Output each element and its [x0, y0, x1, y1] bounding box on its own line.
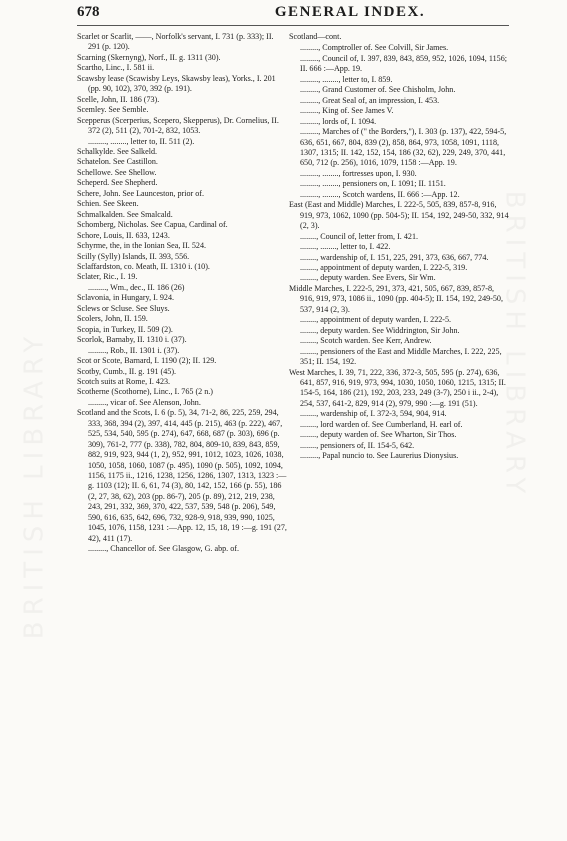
- index-entry: East (East and Middle) Marches, I. 222-5, 505, 839, 857-8, 916, 919, 973, 1062, 1090 (pp. 504-5); II. 154, 192, 249-50, 332, 914 (2, 3).: [289, 200, 509, 231]
- library-watermark-left: BRITISH LIBRARY: [19, 330, 50, 640]
- index-entry: Scarlet or Scarlit, ——, Norfolk's servant, I. 731 (p. 333); II. 291 (p. 120).: [77, 32, 274, 52]
- index-subentry: ........, wardenship of, I. 372-3, 594, 904, 914.: [300, 409, 447, 419]
- index-entry: Sclater, Ric., I. 19.: [77, 272, 138, 282]
- index-subentry: ........., lords of, I. 1094.: [300, 116, 377, 126]
- index-subentry: ........., Grand Customer of. See Chisholm, John.: [300, 85, 456, 95]
- index-entry: Scilly (Sylly) Islands, II. 393, 556.: [77, 251, 190, 261]
- index-subentry: ........, pensioners of, II. 154-5, 642.: [300, 440, 415, 450]
- index-entry: Scopia, in Turkey, II. 509 (2).: [77, 324, 173, 334]
- index-subentry: ........., Council of, I. 397, 839, 843, 859, 952, 1026, 1094, 1156; II. 666 :—App. 19.: [300, 53, 507, 74]
- index-entry: Scawsby lease (Scawisby Leys, Skawsby leas), Yorks., I. 201 (pp. 90, 102), 370, 392 (p. 191).: [77, 73, 276, 94]
- index-column-left: [77, 32, 287, 555]
- index-subentry: ........., Rob., II. 1301 i. (37).: [88, 345, 180, 355]
- index-subentry: ........., ........, letter to, II. 511 (2).: [88, 136, 195, 146]
- index-entry: Sclaffardston, co. Meath, II. 1310 i. (10).: [77, 261, 210, 271]
- index-subentry: ........, lord warden of. See Cumberland, H. earl of.: [300, 419, 463, 429]
- index-subentry: ........., Chancellor of. See Glasgow, G. abp. of.: [88, 544, 239, 554]
- index-entry: Sclews or Scluse. See Sluys.: [77, 303, 170, 313]
- index-entry: Scepperus (Scerperius, Scepero, Skepperus), Dr. Cornelius, II. 372 (2), 511 (2), 701-2, 832, 1053.: [77, 115, 279, 136]
- index-entry: Scot or Scote, Barnard, I. 1190 (2); II. 129.: [77, 356, 217, 366]
- column-continuation-heading: Scotland—cont.: [289, 32, 342, 41]
- index-entry: Scotch suits at Rome, I. 423.: [77, 376, 171, 386]
- index-entry: Scolers, John, II. 159.: [77, 314, 148, 324]
- index-subentry: ........, ........, letter to, I. 422.: [300, 242, 391, 252]
- index-entry: Sclavonia, in Hungary, I. 924.: [77, 293, 175, 303]
- index-entry: Schore, Louis, II. 633, 1243.: [77, 230, 170, 240]
- index-entry: Scelle, John, II. 186 (73).: [77, 94, 160, 104]
- index-entry: Scartho, Linc., I. 581 ii.: [77, 63, 155, 73]
- index-entry: Scotland and the Scots, I. 6 (p. 5), 34, 71-2, 86, 225, 259, 294, 333, 368, 394 (2), 397, 414, 445 (p. 215), 463 (p. 222), 467, 525, 534, 540, 595 (p. 274), 647, 668, 687 (p. 303), 696 (p. 309), 761-2, 777 (p. 338), 782, 804, 809-10, 839, 843, 859, 882, 919, 923, 944 (1, 2), 952, 991, 1012, 1023, 1026, 1038, 1050, 1058, 1060, 1087 (p. 495), 1090 (p. 505), 1092, 1094, 1156, 1175 ii., 1216, 1238, 1256, 1286, 1307, 1313, 1323 :—g. 1103 (12); II. 6, 61, 74 (3), 80, 142, 152, 166 (p. 55), 186 (2, 27, 38, 62), 203 (pp. 86-7), 205 (p. 89), 212, 219, 238, 243, 291, 332, 369, 370, 422, 537, 539, 548 (p. 206), 549, 590, 616, 635, 642, 696, 732, 928-9, 918, 939, 990, 1025, 1045, 1076, 1158, 1231 :—App. 12, 15, 18, 19 :—g. 191 (27, 42), 411 (17).: [77, 408, 287, 543]
- index-entry: Schomberg, Nicholas. See Capua, Cardinal of.: [77, 220, 228, 230]
- index-column-right: [289, 32, 509, 462]
- index-entry: Scarning (Skernyng), Norf., II. g. 1311 (30).: [77, 52, 221, 62]
- index-entry: Middle Marches, I. 222-5, 291, 373, 421, 505, 667, 839, 857-8, 916, 919, 973, 1086 ii., 1090 (pp. 404-5); II. 154, 192, 249-50, 537, 914 (2, 3).: [289, 283, 504, 314]
- running-head: GENERAL INDEX.: [274, 4, 426, 20]
- index-subentry: ........, pensioners of the East and Middle Marches, I. 222, 225, 351; II. 154, 192.: [300, 346, 502, 367]
- index-entry: Scheperd. See Shepherd.: [77, 178, 158, 188]
- index-entry: West Marches, I. 39, 71, 222, 336, 372-3, 505, 595 (p. 274), 636, 641, 857, 916, 919, 973, 994, 1030, 1050, 1060, 1215, 1315; II. 154-5, 164, 186 (21), 192, 203, 233, 249 (3-7), 250 i ii., 2-4), 254, 537, 641-2, 829, 914 (2), 979, 990 :—g. 191 (51).: [289, 367, 506, 408]
- index-entry: Schien. See Skeen.: [77, 199, 139, 209]
- index-entry: Scorlok, Barnaby, II. 1310 i. (37).: [77, 335, 187, 345]
- index-entry: Schyrme, the, in the Ionian Sea, II. 524.: [77, 241, 207, 251]
- index-subentry: ........., ........, letter to, I. 859.: [300, 74, 393, 84]
- index-entry: Scemley. See Semble.: [77, 105, 149, 115]
- index-subentry: ........., vicar of. See Alenson, John.: [88, 397, 201, 407]
- index-subentry: ........., ........, Scotch wardens, II. 666 :—App. 12.: [300, 189, 460, 199]
- index-subentry: ........., King of. See James V.: [300, 106, 394, 116]
- index-subentry: ........., Great Seal of, an impression, I. 453.: [300, 95, 440, 105]
- index-entry: Schatelon. See Castillon.: [77, 157, 158, 167]
- index-subentry: ........, appointment of deputy warden, I. 222-5.: [300, 315, 452, 325]
- header-rule: [77, 25, 509, 26]
- index-entry: Scotby, Cumb., II. g. 191 (45).: [77, 366, 177, 376]
- index-subentry: ........., Comptroller of. See Colvill, Sir James.: [300, 43, 449, 53]
- index-subentry: ........, Scotch warden. See Kerr, Andrew.: [300, 336, 432, 346]
- index-subentry: ........., ........, pensioners on, I. 1091; II. 1151.: [300, 179, 446, 189]
- library-watermark-right: BRITISH LIBRARY: [499, 190, 530, 500]
- index-subentry: ........., Papal nuncio to. See Laurerius Dionysius.: [300, 451, 459, 461]
- index-subentry: ........., Wm., dec., II. 186 (26): [88, 282, 185, 292]
- index-entry: Schalkylde. See Salkeld.: [77, 146, 158, 156]
- index-subentry: ........, Council of, letter from, I. 421.: [300, 231, 419, 241]
- index-entry: Schellowe. See Shellow.: [77, 167, 157, 177]
- index-subentry: ........., Marches of (" the Borders,"), I. 303 (p. 137), 422, 594-5, 636, 651, 667, 804, 839 (2), 858, 864, 973, 1058, 1091, 1118, 1307, 1315; II. 142, 152, 154, 186 (32, 62), 229, 249, 370, 441, 650, 712 (p. 256), 1016, 1079, 1158 :—App. 19.: [300, 127, 507, 168]
- page-number: 678: [77, 4, 100, 20]
- index-subentry: ........, deputy warden of. See Wharton, Sir Thos.: [300, 430, 457, 440]
- index-entry: Schmalkalden. See Smalcald.: [77, 209, 173, 219]
- index-subentry: ........., ........, fortresses upon, I. 930.: [300, 168, 417, 178]
- index-entry: Scotherne (Scothorne), Linc., I. 765 (2 n.): [77, 387, 213, 397]
- index-subentry: ........, wardenship of, I. 151, 225, 291, 373, 636, 667, 774.: [300, 252, 489, 262]
- index-subentry: ........, deputy warden. See Evers, Sir Wm.: [300, 273, 436, 283]
- index-subentry: ........, deputy warden. See Widdrington, Sir John.: [300, 325, 460, 335]
- index-entry: Schere, John. See Launceston, prior of.: [77, 188, 204, 198]
- index-subentry: ........, appointment of deputy warden, I. 222-5, 319.: [300, 262, 468, 272]
